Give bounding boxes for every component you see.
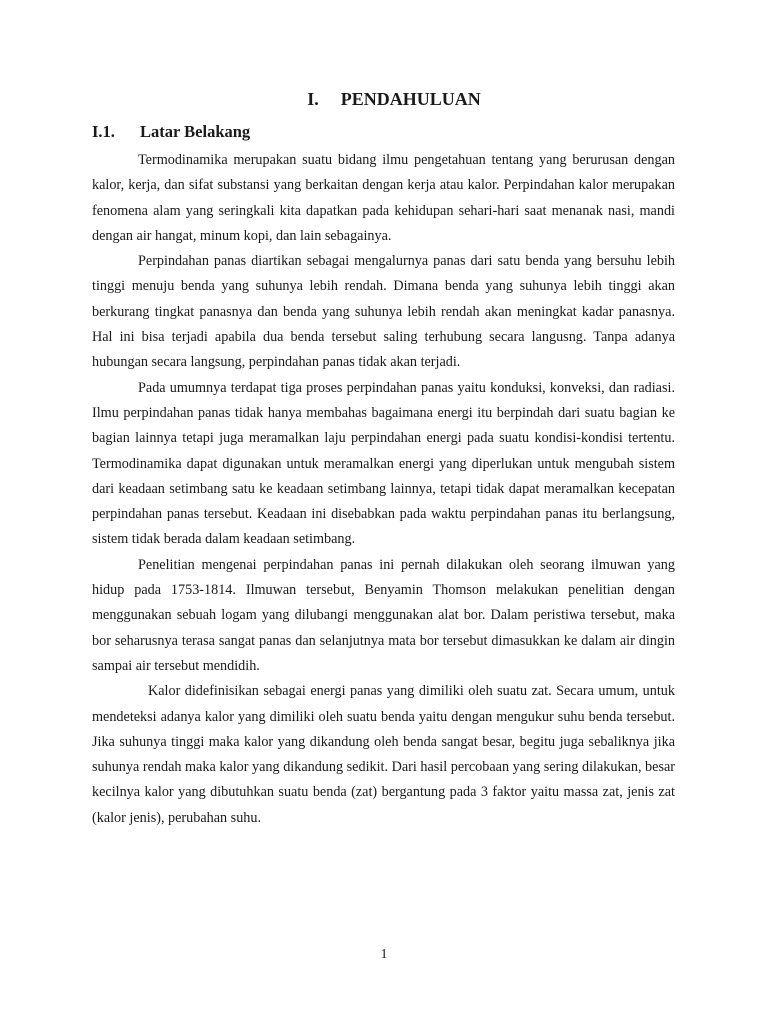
chapter-title: PENDAHULUAN	[340, 89, 481, 109]
body-text	[92, 148, 675, 831]
paragraph: Pada umumnya terdapat tiga proses perpindahan panas yaitu konduksi, konveksi, dan radiasi. Ilmu perpindahan panas tidak hanya membahas bagaimana energi itu berpindah dari suatu bagian ke bagian lainnya tetapi juga meramalkan laju perpindahan energi pada suatu kondisi-kondisi tertentu. Termodinamika dapat digunakan untuk meramalkan energi yang diperlukan untuk mengubah sistem dari keadaan setimbang satu ke keadaan setimbang lainnya, tetapi tidak dapat meramalkan kecepatan perpindahan panas tersebut. Keadaan ini disebabkan pada waktu perpindahan panas itu berlangsung, sistem tidak berada dalam keadaan setimbang.	[92, 379, 675, 548]
paragraph: Kalor didefinisikan sebagai energi panas yang dimiliki oleh suatu zat. Secara umum, untuk mendeteksi adanya kalor yang dimiliki oleh suatu benda yaitu dengan mengukur suhu benda tersebut. Jika suhunya tinggi maka kalor yang dikandung oleh benda sangat besar, begitu juga sebaliknya jika suhunya rendah maka kalor yang dikandung sedikit. Dari hasil percobaan yang sering dilakukan, besar kecilnya kalor yang dibutuhkan suatu benda (zat) bergantung pada 3 faktor yaitu massa zat, jenis zat (kalor jenis), perubahan suhu.	[92, 683, 675, 826]
section-heading	[92, 121, 250, 143]
paragraph: Penelitian mengenai perpindahan panas ini pernah dilakukan oleh seorang ilmuwan yang hidup pada 1753-1814. Ilmuwan tersebut, Benyamin Thomson melakukan penelitian dengan menggunakan sebuah logam yang dilubangi menggunakan alat bor. Dalam peristiwa tersebut, maka bor seharusnya terasa sangat panas dan selanjutnya mata bor tersebut dimasukkan ke dalam air dingin sampai air tersebut mendidih.	[92, 556, 675, 674]
section-title: Latar Belakang	[140, 122, 251, 141]
chapter-heading	[0, 88, 768, 110]
paragraph: Termodinamika merupakan suatu bidang ilmu pengetahuan tentang yang berurusan dengan kalor, kerja, dan sifat substansi yang berkaitan dengan kerja atau kalor. Perpindahan kalor merupakan fenomena alam yang seringkali kita dapatkan pada kehidupan sehari-hari saat menanak nasi, mandi dengan air hangat, minum kopi, dan lain sebagainya.	[92, 152, 675, 244]
paragraph: Perpindahan panas diartikan sebagai mengalurnya panas dari satu benda yang bersuhu lebih tinggi menuju benda yang suhunya lebih rendah. Dimana benda yang suhunya lebih tinggi akan berkurang tingkat panasnya dan benda yang suhunya lebih rendah akan meningkat kadar panasnya. Hal ini bisa terjadi apabila dua benda tersebut saling terhubung secara langusng. Tanpa adanya hubungan secara langsung, perpindahan panas tidak akan terjadi.	[92, 253, 675, 371]
chapter-number: I.	[307, 89, 319, 109]
page-number: 1	[380, 947, 388, 962]
section-number: I.1.	[92, 122, 115, 141]
